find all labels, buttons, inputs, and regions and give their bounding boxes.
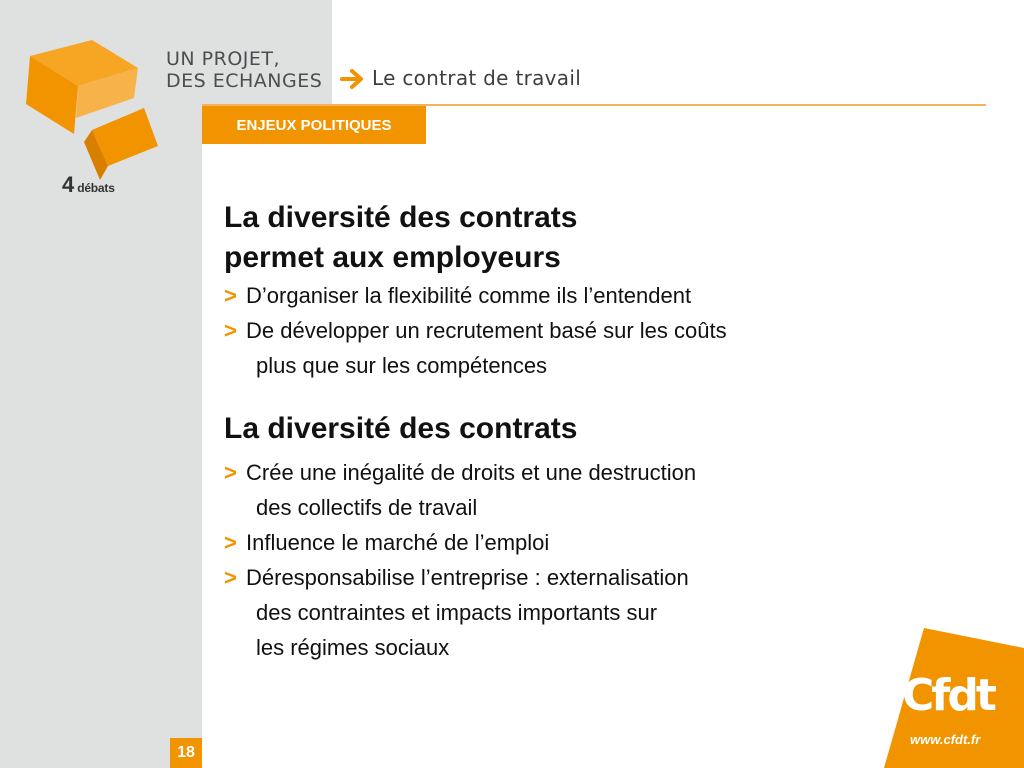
block-title: La diversité des contrats permet aux employeurs <box>224 201 578 274</box>
bullet-item: > Crée une inégalité de droits et une destruction des collectifs de travail <box>224 455 924 525</box>
bullet-marker-icon: > <box>224 565 237 590</box>
bullet-marker-icon: > <box>224 460 237 485</box>
debats-logo: 4 débats <box>62 172 115 197</box>
bullet-item: > De développer un recrutement basé sur les coûts plus que sur les compétences <box>224 313 924 383</box>
section-tag: ENJEUX POLITIQUES <box>202 106 426 144</box>
arrow-right-icon <box>340 68 366 90</box>
cfdt-logo: Cfdt <box>902 670 994 721</box>
bullet-item: > Déresponsabilise l’entreprise : externalisation des contraintes et impacts importants sur les régimes sociaux <box>224 560 924 665</box>
bullet-item: > Influence le marché de l’emploi <box>224 525 924 560</box>
cfdt-url: www.cfdt.fr <box>910 732 981 747</box>
bullet-marker-icon: > <box>224 530 237 555</box>
page-number: 18 <box>170 738 202 768</box>
slide-content <box>224 198 924 665</box>
bullet-marker-icon: > <box>224 283 237 308</box>
header-subtitle: Le contrat de travail <box>372 66 582 90</box>
cube-logo-icon <box>20 38 170 188</box>
block-title: La diversité des contrats <box>224 412 578 445</box>
bullet-item: > D’organiser la flexibilité comme ils l’entendent <box>224 278 924 313</box>
bullet-marker-icon: > <box>224 318 237 343</box>
header-title: UN PROJET, DES ECHANGES <box>166 48 323 92</box>
